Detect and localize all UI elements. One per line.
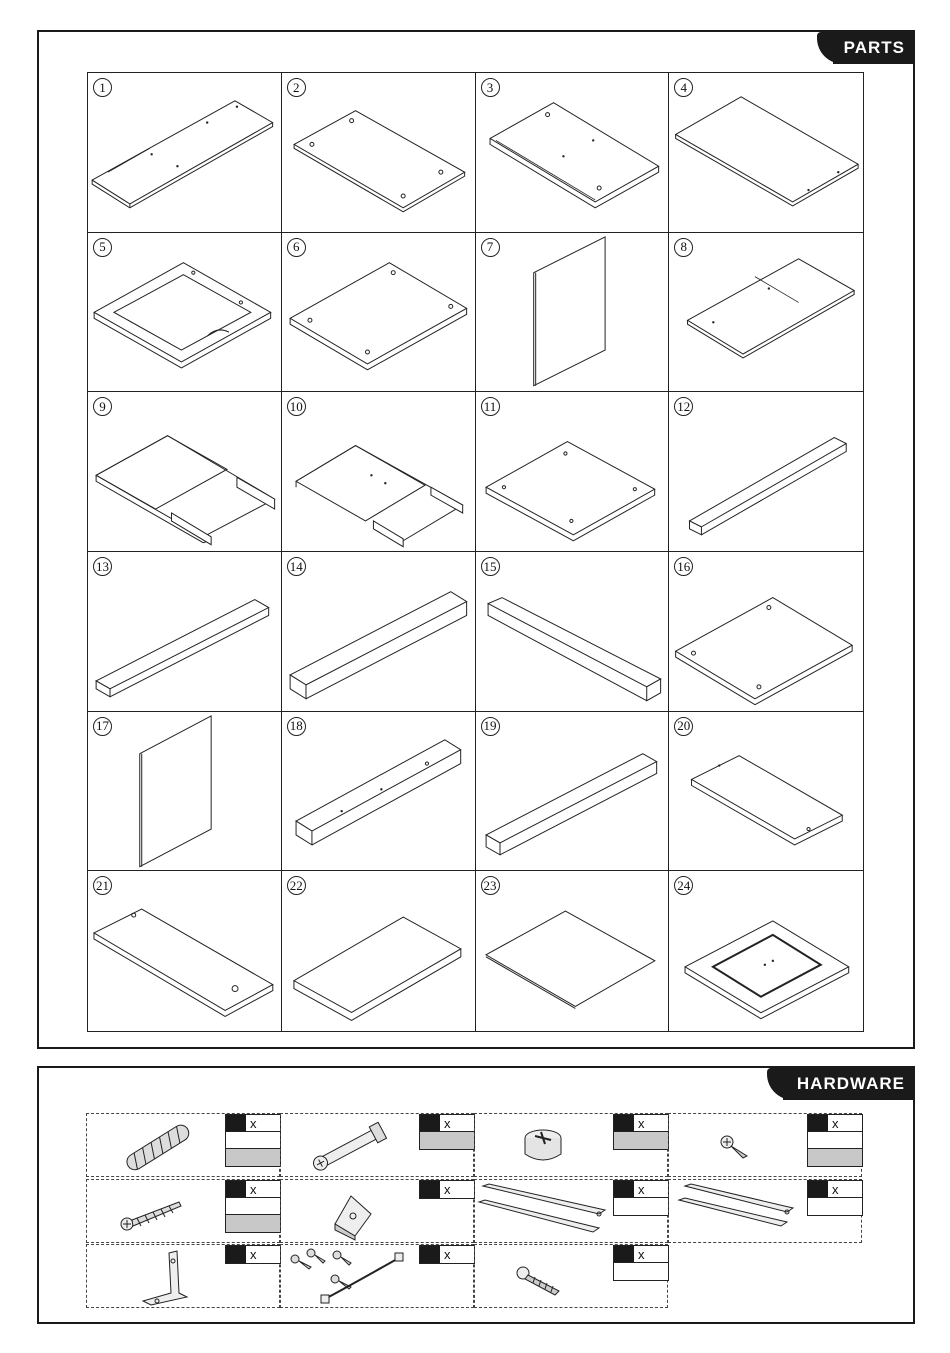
drawer-slide-icon	[669, 1180, 809, 1244]
part-cell-4	[669, 73, 863, 233]
qty-x: x	[250, 1247, 257, 1262]
part-cell-15	[476, 552, 670, 712]
qty-x: x	[832, 1116, 839, 1131]
part-panel-16-icon	[669, 552, 863, 711]
part-number: 14	[287, 557, 306, 576]
part-cell-7	[476, 233, 670, 393]
part-number: 1	[93, 78, 112, 97]
part-panel-20-icon	[669, 712, 863, 871]
part-rail-19-icon	[476, 712, 669, 871]
drawer-slide-icon	[475, 1180, 615, 1244]
quantity-box	[613, 1245, 669, 1281]
hardware-label: HARDWARE	[796, 1074, 905, 1093]
anchor-screw-icon	[475, 1245, 615, 1309]
part-number: 3	[481, 78, 500, 97]
part-number: 9	[93, 397, 112, 416]
cam-lock-icon	[475, 1114, 615, 1178]
long-screw-icon	[87, 1180, 227, 1244]
qty-x: x	[638, 1116, 645, 1131]
part-rail-15-icon	[476, 552, 669, 711]
hardware-item-11	[474, 1244, 668, 1308]
part-rail-13-icon	[88, 552, 281, 711]
hardware-item-4	[668, 1113, 862, 1177]
part-number: 2	[287, 78, 306, 97]
qty-x: x	[638, 1247, 645, 1262]
quantity-box	[807, 1180, 863, 1216]
quantity-box	[419, 1180, 475, 1199]
short-screw-icon	[669, 1114, 809, 1178]
hardware-item-6	[280, 1179, 474, 1243]
part-panel-1-icon	[88, 73, 281, 232]
qty-x: x	[832, 1182, 839, 1197]
part-number: 11	[481, 397, 500, 416]
part-back-panel-7-icon	[476, 233, 669, 392]
part-shelf-22-icon	[282, 871, 475, 1031]
parts-tab	[817, 32, 913, 64]
part-number: 22	[287, 876, 306, 895]
wood-dowel-icon	[87, 1114, 227, 1178]
quantity-box	[613, 1114, 669, 1150]
part-panel-23-icon	[476, 871, 669, 1031]
part-number: 4	[674, 78, 693, 97]
qty-x: x	[250, 1116, 257, 1131]
part-number: 5	[93, 238, 112, 257]
quantity-box	[419, 1114, 475, 1150]
part-number: 18	[287, 717, 306, 736]
part-cell-2	[282, 73, 476, 233]
parts-label: PARTS	[843, 38, 905, 57]
hardware-item-7	[474, 1179, 668, 1243]
part-number: 20	[674, 717, 693, 736]
parts-grid	[87, 72, 864, 1032]
qty-x: x	[444, 1182, 451, 1197]
corner-bracket-icon	[281, 1180, 421, 1244]
handle-and-screws-icon	[281, 1245, 421, 1309]
part-cell-20	[669, 712, 863, 872]
part-cell-24	[669, 871, 863, 1031]
part-cell-12	[669, 392, 863, 552]
part-number: 16	[674, 557, 693, 576]
part-number: 13	[93, 557, 112, 576]
part-number: 7	[481, 238, 500, 257]
hardware-item-3	[474, 1113, 668, 1177]
l-bracket-icon	[87, 1245, 227, 1309]
part-cell-6	[282, 233, 476, 393]
hardware-item-5	[86, 1179, 280, 1243]
part-cell-5	[88, 233, 282, 393]
hardware-item-1	[86, 1113, 280, 1177]
cam-bolt-icon	[281, 1114, 421, 1178]
part-assembly-10-icon	[282, 392, 475, 551]
part-number: 15	[481, 557, 500, 576]
part-rail-12-icon	[669, 392, 863, 551]
part-panel-4-icon	[669, 73, 863, 232]
part-rail-18-icon	[282, 712, 475, 871]
quantity-box	[225, 1245, 281, 1264]
part-number: 19	[481, 717, 500, 736]
part-number: 23	[481, 876, 500, 895]
part-cell-1	[88, 73, 282, 233]
hardware-grid	[86, 1113, 864, 1309]
part-cell-17	[88, 712, 282, 872]
part-number: 6	[287, 238, 306, 257]
part-number: 24	[674, 876, 693, 895]
part-cell-19	[476, 712, 670, 872]
quantity-box	[613, 1180, 669, 1216]
part-cell-21	[88, 871, 282, 1031]
part-cell-10	[282, 392, 476, 552]
part-frame-5-icon	[88, 233, 281, 392]
part-cell-11	[476, 392, 670, 552]
hardware-item-2	[280, 1113, 474, 1177]
part-panel-2-icon	[282, 73, 475, 232]
quantity-box	[807, 1114, 863, 1167]
part-cell-22	[282, 871, 476, 1031]
hardware-item-8	[668, 1179, 862, 1243]
part-cell-14	[282, 552, 476, 712]
part-panel-21-icon	[88, 871, 281, 1031]
part-number: 12	[674, 397, 693, 416]
part-assembly-9-icon	[88, 392, 281, 551]
part-cell-16	[669, 552, 863, 712]
parts-tab-underline	[833, 62, 913, 64]
part-cell-8	[669, 233, 863, 393]
part-panel-11-icon	[476, 392, 669, 551]
part-drawer-front-24-icon	[669, 871, 863, 1031]
quantity-box	[419, 1245, 475, 1264]
part-back-panel-17-icon	[88, 712, 281, 871]
hardware-tab	[767, 1068, 913, 1100]
part-cell-9	[88, 392, 282, 552]
part-number: 17	[93, 717, 112, 736]
part-panel-8-icon	[669, 233, 863, 392]
part-number: 8	[674, 238, 693, 257]
part-number: 21	[93, 876, 112, 895]
quantity-box	[225, 1180, 281, 1233]
part-number: 10	[287, 397, 306, 416]
hardware-tab-underline	[783, 1098, 913, 1100]
part-cell-13	[88, 552, 282, 712]
qty-x: x	[638, 1182, 645, 1197]
qty-x: x	[444, 1247, 451, 1262]
part-panel-3-icon	[476, 73, 669, 232]
quantity-box	[225, 1114, 281, 1167]
hardware-item-9	[86, 1244, 280, 1308]
part-panel-6-icon	[282, 233, 475, 392]
qty-x: x	[444, 1116, 451, 1131]
part-cell-18	[282, 712, 476, 872]
qty-x: x	[250, 1182, 257, 1197]
part-cell-3	[476, 73, 670, 233]
hardware-item-10	[280, 1244, 474, 1308]
part-rail-14-icon	[282, 552, 475, 711]
part-cell-23	[476, 871, 670, 1031]
